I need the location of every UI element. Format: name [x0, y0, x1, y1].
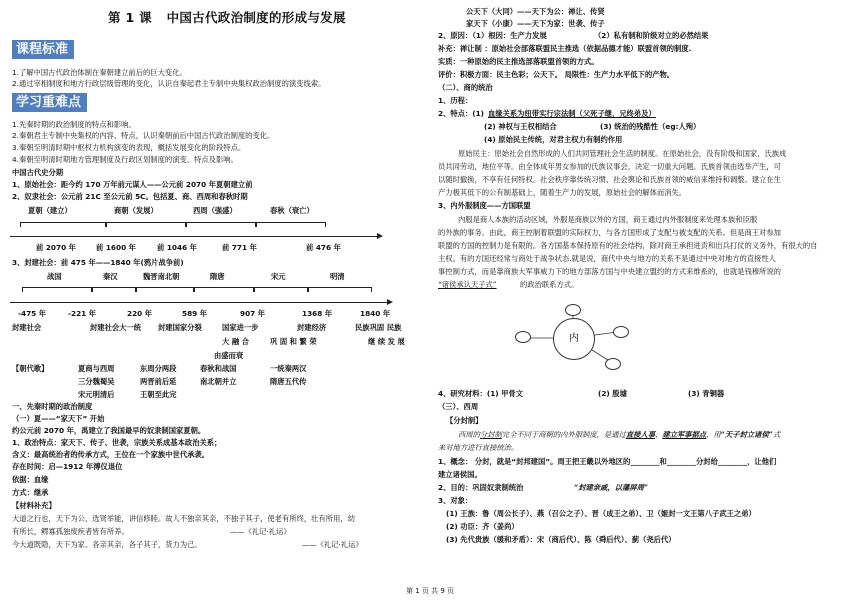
- page-footer: 第 1 页 共 9 页: [405, 587, 455, 595]
- body-line: 家天下（小康）——天下为家：世袭、传子: [466, 19, 605, 28]
- song-line: 一统秦两汉: [270, 364, 307, 373]
- timeline-axis: [10, 302, 388, 303]
- stage-label: 封建国家分裂: [158, 323, 202, 332]
- body-line: (2) 殷墟: [598, 389, 627, 398]
- body-line: 的政治联系方式。: [520, 280, 579, 289]
- body-line: 内服是商人本族的活动区域，外服是商族以外的方国，商王通过内外服制度来处理本族和臣服: [458, 215, 758, 224]
- body-line: “封建亲戚，以藩屏周”: [574, 483, 649, 492]
- subsection-heading: （二）、商的统治: [438, 83, 493, 92]
- body-line: (3) 青铜器: [688, 389, 725, 398]
- quote-source: ——《礼记·礼运》: [302, 540, 363, 549]
- body-line: 主权。有的方国还经常与商处于战争状态.就是说，商代中央与地方的关系不是通过中央对地方的直接性人: [438, 254, 776, 263]
- year-label: 前 2070 年: [36, 243, 76, 252]
- era-brace: [22, 287, 92, 292]
- song-line: 两晋前后延: [140, 377, 177, 386]
- era-label: 商朝（发展）: [114, 206, 158, 215]
- stage-label: 由盛而衰: [214, 351, 244, 360]
- lesson-number: 第 1 课: [108, 10, 152, 25]
- body-line: 评价：积极方面：民主色彩；公天下。 局限性：生产力水平低下的产物。: [438, 70, 675, 79]
- primitive-society: 1、原始社会：距今约 170 万年前元谋人——公元前 2070 年夏朝建立前: [12, 180, 253, 189]
- era-label: 宋元: [271, 272, 286, 281]
- focus-item: 2.秦朝君主专制中央集权的内容、特点，认识秦朝前后中国古代政治制度的变化。: [12, 131, 275, 140]
- body-line: 产力极其低下的公有制基础上，随着生产力的发展，原始社会的解体而消失。: [438, 188, 687, 197]
- body-line: (2) 功臣：齐（姜尚）: [446, 522, 519, 531]
- era-brace: [136, 287, 194, 292]
- year-label: 1368 年: [302, 309, 333, 318]
- stage-label: 封建社会大一统: [90, 323, 142, 332]
- body-line: 原始民主：原始社会自然形成的人们共同管理社会生活的制度。在原始社会，没有阶级和国家，氏族成: [458, 149, 787, 158]
- page-title: [108, 10, 346, 27]
- body-line: 含义：最高统治者的传承方式，王位在一个家族中世代承袭。: [12, 450, 210, 459]
- song-line: 春秋和战国: [200, 364, 237, 373]
- year-label: 589 年: [182, 309, 208, 318]
- song-line: 夏商与西周: [78, 364, 115, 373]
- body-line: 2、目的：巩固奴隶制统治: [438, 483, 524, 492]
- year-label: -221 年: [68, 309, 97, 318]
- era-label: 夏朝（建立）: [28, 206, 72, 215]
- body-line: (1) 王族：鲁（周公长子）、燕（召公之子）、晋（成王之弟）、卫（姬封一文王第八子武王之弟）: [446, 509, 756, 518]
- subsection-heading: （三）、西周: [438, 402, 479, 411]
- era-label: 秦汉: [103, 272, 118, 281]
- focus-item: 1.先秦时期的政治制度的特点和影响。: [12, 120, 136, 129]
- era-brace: [186, 222, 256, 227]
- body-line: 存在时间：启—1912 年溥仪退位: [12, 462, 123, 471]
- era-brace: [254, 287, 308, 292]
- dynasty-song-label: 【朝代歌】: [12, 364, 49, 373]
- section-heading: 一、先秦时期的政治制度: [12, 402, 93, 411]
- subsection-heading: 【分封制】: [446, 416, 483, 425]
- year-label: 前 476 年: [306, 243, 341, 252]
- era-label: 明清: [330, 272, 345, 281]
- body-line: 以随时撤换，不享有任何特权。社会秩序靠传统习惯、社会舆论和氏族首领的威信来维持和调整。建立在生: [438, 175, 781, 184]
- era-label: 春秋（衰亡）: [270, 206, 314, 215]
- year-label: 前 1600 年: [96, 243, 136, 252]
- timeline-arrow: [377, 233, 383, 239]
- quote-source: ——《礼记·礼运》: [230, 527, 291, 536]
- stage-label: 封建社会: [12, 323, 42, 332]
- body-line: 西周的分封制完全不同于商朝的内外服制度，是通过直接人事，建立军事据点，用“天子封立诸侯”式: [458, 430, 781, 439]
- body-line: 2、特点：(1): [438, 109, 485, 118]
- center-node: 内: [553, 318, 595, 360]
- body-line: 方式：继承: [12, 488, 49, 497]
- body-line: 公天下（大同）——天下为公：禅让、传贤: [466, 7, 605, 16]
- song-line: 南北朝并立: [200, 377, 237, 386]
- song-line: 隋唐五代传: [270, 377, 307, 386]
- stage-label: 国家进一步: [222, 323, 259, 332]
- song-line: 王朝至此完: [140, 390, 177, 399]
- year-label: 1840 年: [360, 309, 391, 318]
- lesson-name: 中国古代政治制度的形成与发展: [166, 10, 346, 25]
- song-line: 东周分两段: [140, 364, 177, 373]
- body-line: 依据：血缘: [12, 475, 49, 484]
- standard-item: 1.了解中国古代政治体制在秦朝建立前后的巨大变化。: [12, 68, 187, 77]
- body-line: 约公元前 2070 年，禹建立了我国最早的奴隶制国家夏朝。: [12, 426, 206, 435]
- body-line: (4) 原始民主传统，对君主权力有制约作用: [484, 135, 623, 144]
- quote-line: 大道之行也，天下为公，选贤举能，讲信修睦。故人不独亲其亲，不独子其子，使老有所终，壮有所用，幼: [12, 514, 355, 523]
- body-line: 1、概念： 分封，就是“封邦建国”。周王把王畿以外地区的________和________分封给________，让他们: [438, 457, 777, 466]
- timeline-axis: [10, 236, 378, 237]
- fangguo-diagram: [513, 302, 633, 372]
- body-line: (3) 统治的残酷性（eg:人殉）: [600, 122, 701, 131]
- body-line: 补充：禅让制 ：原始社会部落联盟民主推选（依据品德才能）联盟首领的制度.: [438, 44, 692, 53]
- body-line: 来对地方进行直接统治。: [438, 443, 519, 452]
- body-line: 事控制方式，而是靠商族大军事威力下的地方部落方国与中央建立盟约的方式来维系的，也就是钱穆所说的: [438, 267, 781, 276]
- outer-node: [515, 331, 531, 343]
- quote-line: 今大道既隐，天下为家。各亲其亲，各子其子，货力为己。: [12, 540, 202, 549]
- focus-item: 3.秦朝至明清时期中枢权力机构演变的表现，概括发展变化的阶段特点。: [12, 143, 246, 152]
- body-line: “诸侯承认天子式”: [438, 280, 497, 289]
- body-line: 的外族的事务。由此，商王控制着联盟的实际权力，与各方国形成了支配与被支配的关系。但是商王对参加: [438, 228, 781, 237]
- standard-banner: 课程标准: [12, 40, 74, 59]
- body-line: 员共同劳动，地位平等。由全体成年男女参加的氏族议事会，决定一切重大问题。氏族首领由选举产生，可: [438, 162, 781, 171]
- body-line: 2、原因：（1）根因：生产力发展: [438, 31, 547, 40]
- body-line: 联盟的方国的控制力是有限的。各方国基本保持原有的社会结构，除对商王承担进贡和出兵打仗的义务外，有很大的自: [438, 241, 818, 250]
- body-line: (2) 神权与王权相结合: [484, 122, 557, 131]
- standard-item: 2.通过宰相制度和地方行政层级管理的变化，认识自秦起君主专制中央集权政治制度的演变线索。: [12, 79, 326, 88]
- year-label: 220 年: [127, 309, 153, 318]
- era-brace: [308, 287, 372, 292]
- subsection-heading: 3、内外服制度——方国联盟: [438, 201, 531, 210]
- history-heading: 中国古代史分期: [12, 168, 64, 177]
- year-label: 前 771 年: [222, 243, 257, 252]
- body-line: 3、对象：: [438, 496, 473, 505]
- quote-line: 有所长，鳏寡孤独废疾者皆有所养。: [12, 527, 129, 536]
- outer-node: [565, 304, 581, 316]
- era-brace: [106, 222, 186, 227]
- outer-node: [605, 358, 621, 370]
- stage-label: 封建经济: [297, 323, 327, 332]
- stage-label: 民族巩固 民族: [355, 323, 402, 332]
- song-line: 三分魏蜀吴: [78, 377, 115, 386]
- stage-label: 大 融 合: [222, 337, 249, 346]
- body-line: 建立诸侯国。: [438, 470, 482, 479]
- slave-society: 2、奴隶社会：公元前 21C 至公元前 5C。包括夏、商、西周和春秋时期: [12, 192, 248, 201]
- body-line: 实质：一种原始的民主推选部落联盟首领的方式。: [438, 57, 599, 66]
- focus-banner: 学习重难点: [12, 93, 87, 112]
- year-label: 前 1046 年: [157, 243, 197, 252]
- focus-item: 4.秦朝至明清时期地方管理制度及行政区划制度的演变、特点及影响。: [12, 155, 238, 164]
- body-line: 血缘关系为纽带实行宗法制（父死子继，兄终弟及）: [488, 109, 656, 118]
- song-line: 宋元明清后: [78, 390, 115, 399]
- outer-node: [613, 326, 629, 338]
- era-brace: [256, 222, 326, 227]
- year-label: 907 年: [240, 309, 266, 318]
- stage-label: 继 续 发 展: [368, 337, 405, 346]
- feudal-society: 3、封建社会：前 475 年——1840 年(鸦片战争前): [12, 258, 184, 267]
- era-label: 隋唐: [210, 272, 225, 281]
- era-brace: [92, 287, 136, 292]
- body-line: (3) 先代贵族（缓和矛盾）：宋（商后代）、陈（舜后代）、蓟（尧后代）: [446, 535, 676, 544]
- era-label: 魏晋南北朝: [143, 272, 180, 281]
- subsection-heading: （一）夏——“家天下” 开始: [12, 414, 105, 423]
- era-brace: [20, 222, 106, 227]
- material-label: 【材料补充】: [12, 501, 56, 510]
- body-line: （2）私有制和阶级对立的必然结果: [594, 31, 709, 40]
- body-line: 1、政治特点：家天下、传子、世袭，宗族关系成基本政治关系；: [12, 438, 222, 447]
- year-label: -475 年: [18, 309, 47, 318]
- era-label: 战国: [47, 272, 62, 281]
- era-brace: [194, 287, 254, 292]
- body-line: 1、历程：: [438, 96, 473, 105]
- timeline-arrow: [387, 299, 393, 305]
- stage-label: 巩 固 和 繁 荣: [270, 337, 317, 346]
- era-label: 西周（强盛）: [193, 206, 237, 215]
- body-line: 4、研究材料：(1) 甲骨文: [438, 389, 524, 398]
